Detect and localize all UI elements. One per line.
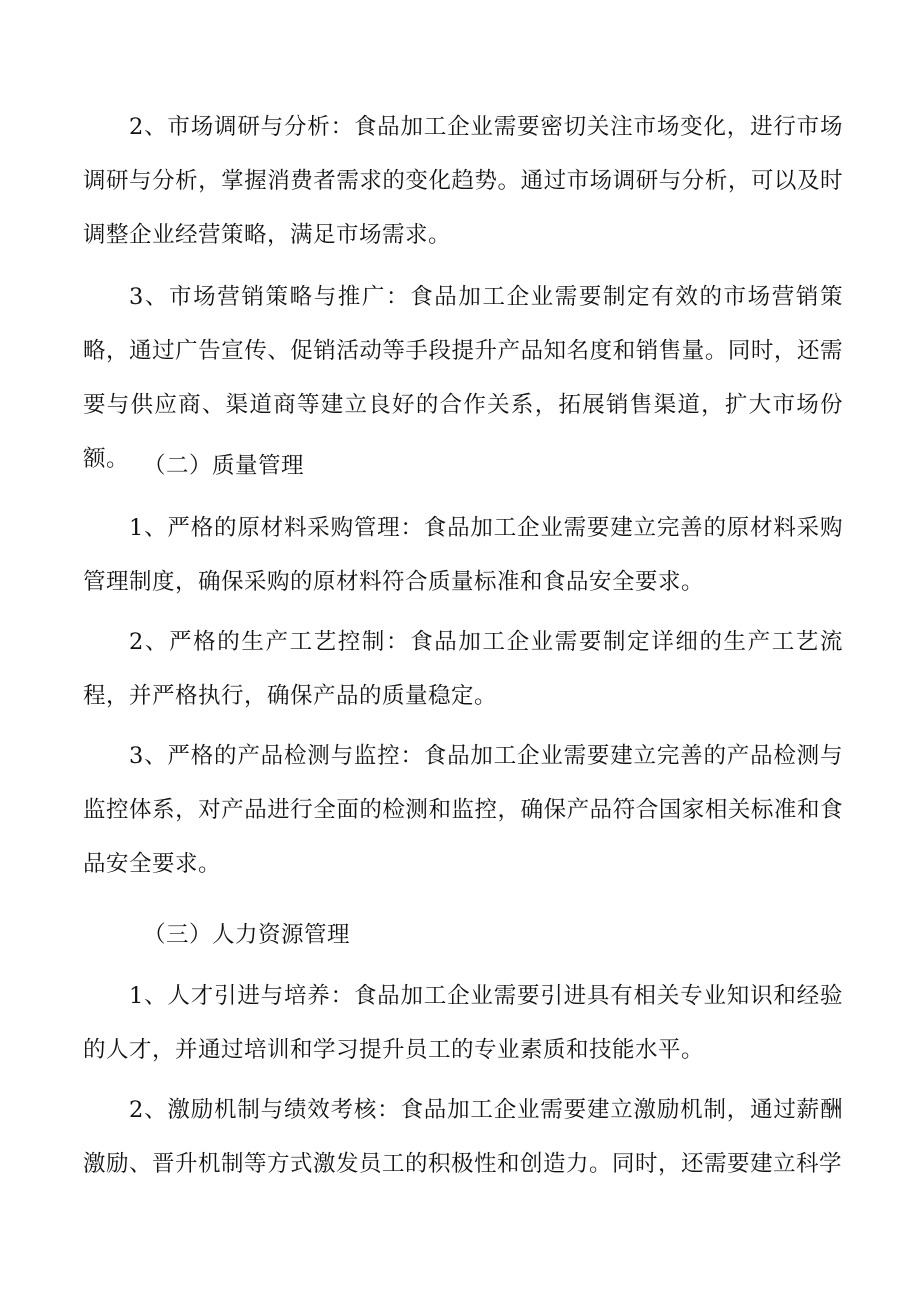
paragraph-raw-material: 1、严格的原材料采购管理：食品加工企业需要建立完善的原材料采购管理制度，确保采购的原材料符合质量标准和食品安全要求。 <box>83 515 843 595</box>
paragraph-inspection: 3、严格的产品检测与监控：食品加工企业需要建立完善的产品检测与监控体系，对产品进行全面的检测和监控，确保产品符合国家相关标准和食品安全要求。 <box>83 743 843 877</box>
paragraph-incentive: 2、激励机制与绩效考核：食品加工企业需要建立激励机制，通过薪酬激励、晋升机制等方式激发员工的积极性和创造力。同时，还需要建立科学 <box>83 1097 843 1177</box>
paragraph-market-research: 2、市场调研与分析：食品加工企业需要密切关注市场变化，进行市场调研与分析，掌握消费者需求的变化趋势。通过市场调研与分析，可以及时调整企业经营策略，满足市场需求。 <box>83 114 843 248</box>
paragraph-marketing-strategy: 3、市场营销策略与推广：食品加工企业需要制定有效的市场营销策略，通过广告宣传、促销活动等手段提升产品知名度和销售量。同时，还需要与供应商、渠道商等建立良好的合作关系，拓展销售渠道，扩大市场份额。 <box>83 284 843 472</box>
section-heading-hr: （三）人力资源管理 <box>143 922 351 948</box>
section-heading-quality: （二）质量管理 <box>143 453 305 479</box>
paragraph-process-control: 2、严格的生产工艺控制：食品加工企业需要制定详细的生产工艺流程，并严格执行，确保产品的质量稳定。 <box>83 629 843 709</box>
paragraph-talent: 1、人才引进与培养：食品加工企业需要引进具有相关专业知识和经验的人才，并通过培训和学习提升员工的专业素质和技能水平。 <box>83 983 843 1063</box>
